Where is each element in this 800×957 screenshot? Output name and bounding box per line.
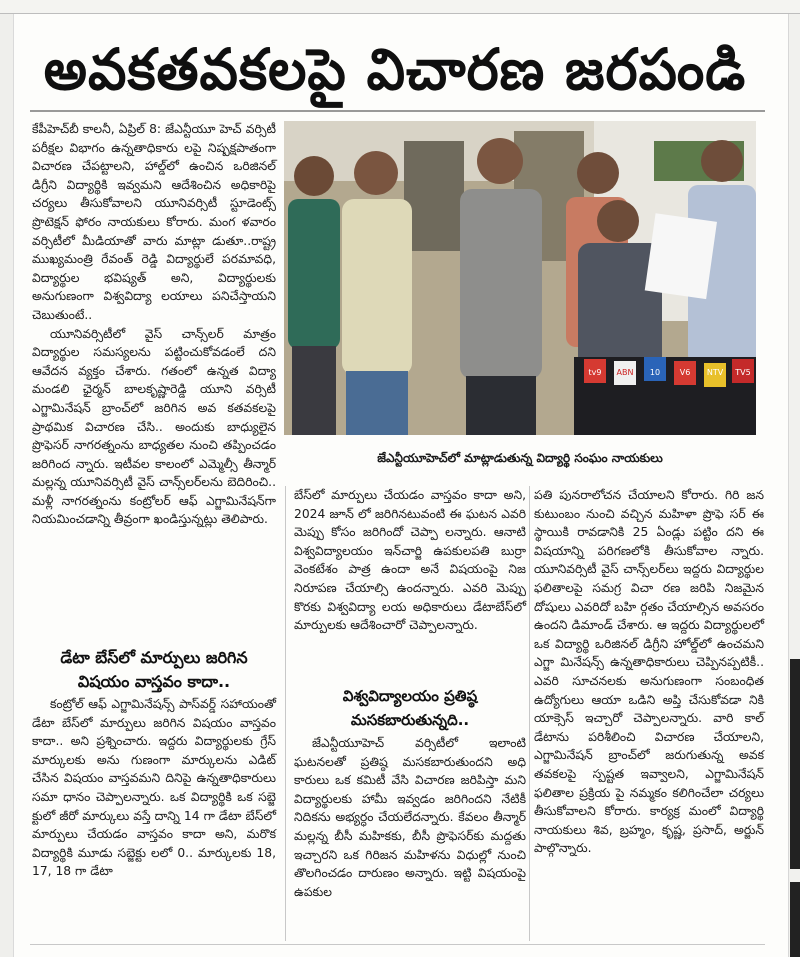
column-2-body [294,486,526,635]
paragraph: బేస్‌లో మార్పులు చేయడం వాస్తవం కాదా అని, 2024 జూన్ లో జరిగినటువంటి ఈ ఘటన ఎవరి మెప్పు కోసం జరిగిందో చెప్పా లన్నారు. ఆనాటి విశ్వవిద్యాలయం ఇన్‌చార్జి ఉపకులపతి బుర్రా వెంకటేశం పాత్ర ఉందా అనే విషయంపై నిజ నిరూపణ చేయాల్సి ఉందన్నారు. ఎవరి మెప్పు కొరకు విశ్వవిద్యా లయ అధికారులు డేటాబేస్‌లో మార్పులకు ఆదేశించారో చెప్పాలన్నారు. [294,488,526,633]
left-page-margin [0,14,14,957]
subheading-university-reputation: విశ్వవిద్యాలయం ప్రతిష్ఠ మసకబారుతున్నది.. [342,687,478,729]
column-2-body-continued [294,734,526,901]
column-divider [285,486,286,941]
mic-tag: ABN [616,368,634,377]
mic-tag: 10 [649,368,661,377]
paragraph: కేపీహెచ్‌బీ కాలనీ, ఏప్రిల్ 8: జేఎన్టీయూ హెచ్ వర్సిటీ పరీక్షల విభాగం ఉన్నతాధికారు లపై నిష్పక్షపాతంగా విచారణ చేపట్టాలని, హాల్డ్‌లో ఉంచిన ఒరిజినల్ డిగ్రీని విద్యార్థికి ఇవ్వమని ఆదేశించిన అధికారిపై చర్యలు తీసుకోవాలని యూనివర్సిటీ స్టూడెంట్స్ ప్రొటెక్షన్ ఫోరం నాయకులు కోరారు. మంగ ళవారం వర్సిటీలో మీడియాతో వారు మాట్లా డుతూ..రాష్ట్ర ముఖ్యమంత్రి రేవంత్ రెడ్డి విద్యార్థులే పరమావధి, విద్యార్థుల భవిష్యత్ అని, విద్యార్థులకు అనుగుణంగా విశ్వవిద్యా లయాలు పనిచేస్తాయని చెబుతుంటే.. [32,122,276,322]
column-divider [529,486,530,941]
mic-tag: TV5 [735,368,751,377]
column-1-body [32,120,276,529]
mic-tag: V6 [679,368,691,377]
paragraph: పతి పునరాలోచన చేయాలని కోరారు. గిరి జన కుటుంబం నుంచి వచ్చిన మహిళా ప్రొఫె సర్ ఈ స్థాయికి రావడానికి 25 ఏండ్లు పట్టిం దని ఈ విషయాన్ని పరిగణలోకి తీసుకోవాల న్నారు. యూనివర్సిటీ వైస్ చాన్స్‌లర్‌లు ఇద్దరు విద్యార్థుల ఫలితాలపై సమగ్ర విచా రణ జరిపి నిజమైన దోషులు ఎవరిదో బహి ర్గతం చేయాల్సిన అవసరం ఉందని డిమాండ్ చేశారు. ఆ ఇద్దరు విద్యార్థులలో ఒక విద్యార్థి ఒరిజినల్ డిగ్రీని హోల్డ్‌లో ఉంచమని ఎగ్జా మినేషన్స్ ఉన్నతాధికారులు చెప్పినప్పటికీ.. ఎవరి సూచనలకు అనుగుణంగా సంబంధిత ఉద్యోగులు ఆయా ఒడిని అప్తి చేసుకోవడా నికి యాక్సెస్ ఇచ్చారో చెప్పాలన్నారు. వారి కాల్ డేటాను పరిశీలించి విచారణ చేయాలని, ఎగ్జామినేషన్ బ్రాంచ్‌లో జరుగుతున్న అవక తవకలపై స్పష్టత ఇవ్వాలని, ఎగ్జామినేషన్ ఫలితాల ప్రక్రియ పై నమ్మకం కలిగించేలా చర్యలు తీసుకోవాలని కోరారు. కార్యక్ర మంలో విద్యార్థి నాయకులు శివ, బ్రహ్మం, కృష్ణ, ప్రసాద్, అర్జున్ పాల్గొన్నారు. [534,488,764,856]
column-1-body-continued [32,695,276,881]
paragraph: జేఎన్టీయూహెచ్ వర్సిటీలో ఇలాంటి ఘటనలతో ప్రతిష్ఠ మసకబారుతుందని అధి కారులు ఒక కమిటీ వేసి విచారణ జరిపిస్తా మని విద్యార్థులకు హామీ ఇవ్వడం జరిగిందని నేటికీ నిదికను అభ్యర్ధం చేయలేదన్నారు. కేవలం తీన్మార్ మల్లన్న బీసీ మహికకు, బీసీ ప్రొఫెసర్‌కు మద్దతు ఇచ్చారని ఒక గిరిజన మహిళను విధుల్లో నుంచి తొలగించడం దారుణం అన్నారు. ఇట్టి విషయంపై ఉపకుల [294,736,526,899]
right-page-margin [788,14,800,957]
news-photo [284,121,756,435]
column-3-body [534,486,764,858]
mic-tag: tv9 [588,368,602,377]
paragraph: యూనివర్సిటీలో వైస్ చాన్స్‌లర్ మాత్రం విద్యార్థుల సమస్యలను పట్టించుకోవడంలే దని ఆవేదన వ్యక్తం చేశారు. గతంలో ఉన్నత విద్యా మండలి ఛైర్మన్ బాలకృష్ణారెడ్డి యూని వర్సిటీ ఎగ్జామినేషన్ బ్రాంచ్‌లో జరిగిన అవ కతవకలపై ప్రాథమిక విచారణ చేసి.. అందుకు బాధ్యులైన ప్రొఫెసర్ నాగరత్నంను బాధ్యతల నుంచి తప్పించడం జరిగింద న్నారు. ఇటీవల కాలంలో ఎమ్మెల్సీ తీన్మార్ మల్లన్న యూనివర్సిటీ వైస్ చాన్స్‌లర్‌లను బెదిరించి.. మళ్లీ నాగరత్నంను కంట్రోలర్ ఆఫ్ ఎగ్జామినేషన్‌గా నియమించడాన్ని తీవ్రంగా ఖండిస్తున్నట్లు తెలిపారు. [32,326,276,527]
photo-caption: జేఎన్టీయూహెచ్‌లో మాట్లాడుతున్న విద్యార్థి సంఘం నాయకులు [377,451,663,465]
top-rule [0,0,800,14]
paragraph: కంట్రోల్ ఆఫ్ ఎగ్జామినేషన్స్ పాస్‌వర్డ్ సహాయంతో డేటా బేస్‌లో మార్పులు జరిగిన విషయం వాస్తవం కాదా.. అని ప్రశ్నించారు. ఇద్దరు విద్యార్థులకు గ్రేస్ మార్కులకు అను గుణంగా మార్కులను ఎడిట్ చేసిన విషయం వాస్తవమని దినిపై ఉన్నతాధికారులు సమా ధానం చెప్పాలన్నారు. ఒక విద్యార్థికి ఒక సబ్జె క్టులో జీరో మార్కులు వస్తే దాన్ని 14 గా డేటా బేస్‌లో మార్పులు చేయడం వాస్తవం కాదా అని, మరొక విద్యార్థికి మూడు సబ్జెక్టు లలో 0.. మార్కులకు 18, 17, 18 గా డేటా [32,697,276,879]
headline-rule [30,110,765,112]
bottom-rule [30,944,765,945]
headline: అవకతవకలపై విచారణ జరపండి [43,36,747,103]
mic-tag: NTV [706,368,724,377]
paper-sheet [645,213,717,299]
students-press-meet-illustration [284,121,756,435]
subheading-database-changes: డేటా బేస్‌లో మార్పులు జరిగిన విషయం వాస్తవం కాదా.. [60,648,248,691]
